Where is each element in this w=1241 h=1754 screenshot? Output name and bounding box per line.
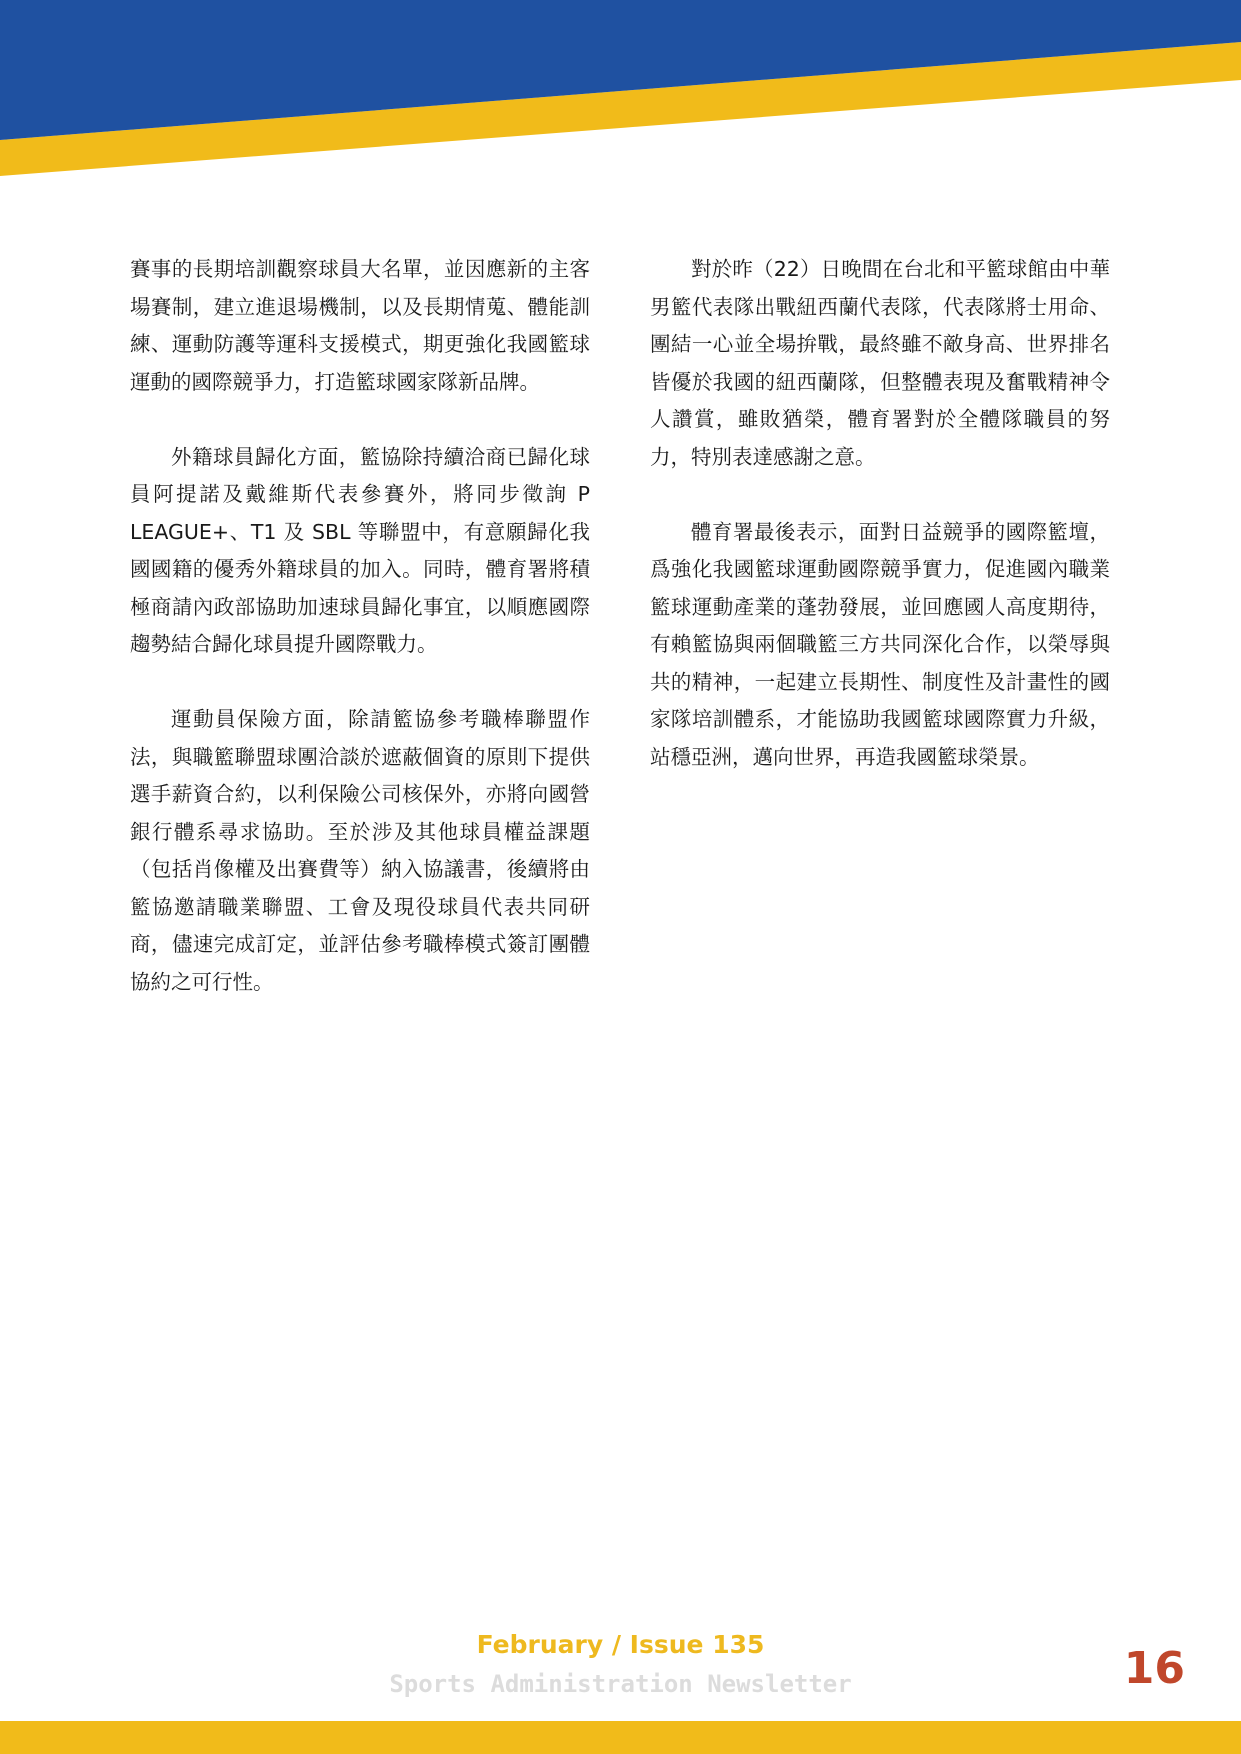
header-banner <box>0 0 1241 180</box>
paragraph: 體育署最後表示，面對日益競爭的國際籃壇，爲強化我國籃球運動國際競爭實力，促進國內職業籃球運動產業的蓬勃發展，並回應國人高度期待，有賴籃協與兩個職籃三方共同深化合作，以榮辱與共的精神，一起建立長期性、制度性及計畫性的國家隊培訓體系，才能協助我國籃球國際實力升級，站穩亞洲，邁向世界，再造我國籃球榮景。 <box>650 519 1110 769</box>
footer-band <box>0 1721 1241 1754</box>
paragraph: 運動員保險方面，除請籃協參考職棒聯盟作法，與職籃聯盟球團洽談於遮蔽個資的原則下提供選手薪資合約，以利保險公司核保外，亦將向國營銀行體系尋求協助。至於涉及其他球員權益課題（包括肖像權及出賽費等）納入協議書，後續將由籃協邀請職業聯盟、工會及現役球員代表共同研商，儘速完成訂定，並評估參考職棒模式簽訂團體協約之可行性。 <box>130 707 590 994</box>
page-number: 16 <box>1123 1643 1185 1694</box>
footer-issue: February / Issue 135 <box>476 1630 765 1659</box>
paragraph: 賽事的長期培訓觀察球員大名單，並因應新的主客場賽制，建立進退場機制，以及長期情蒐、體能訓練、運動防護等運科支援模式，期更強化我國籃球運動的國際競爭力，打造籃球國家隊新品牌。 <box>130 257 590 394</box>
footer-newsletter-name: Sports Administration Newsletter <box>389 1670 852 1698</box>
paragraph: 外籍球員歸化方面，籃協除持續洽商已歸化球員阿提諾及戴維斯代表參賽外，將同步徵詢 P LEAGUE+、T1 及 SBL 等聯盟中，有意願歸化我國國籍的優秀外籍球員的加入。同時，體育署將積極商請內政部協助加速球員歸化事宜，以順應國際趨勢結合歸化球員提升國際戰力。 <box>130 444 590 656</box>
right-column <box>650 251 1110 814</box>
paragraph: 對於昨（22）日晚間在台北和平籃球館由中華男籃代表隊出戰紐西蘭代表隊，代表隊將士用命、團結一心並全場拚戰，最終雖不敵身高、世界排名皆優於我國的紐西蘭隊，但整體表現及奮戰精神令人讚賞，雖敗猶榮，體育署對於全體隊職員的努力，特別表達感謝之意。 <box>650 257 1110 469</box>
left-column <box>130 251 590 1039</box>
